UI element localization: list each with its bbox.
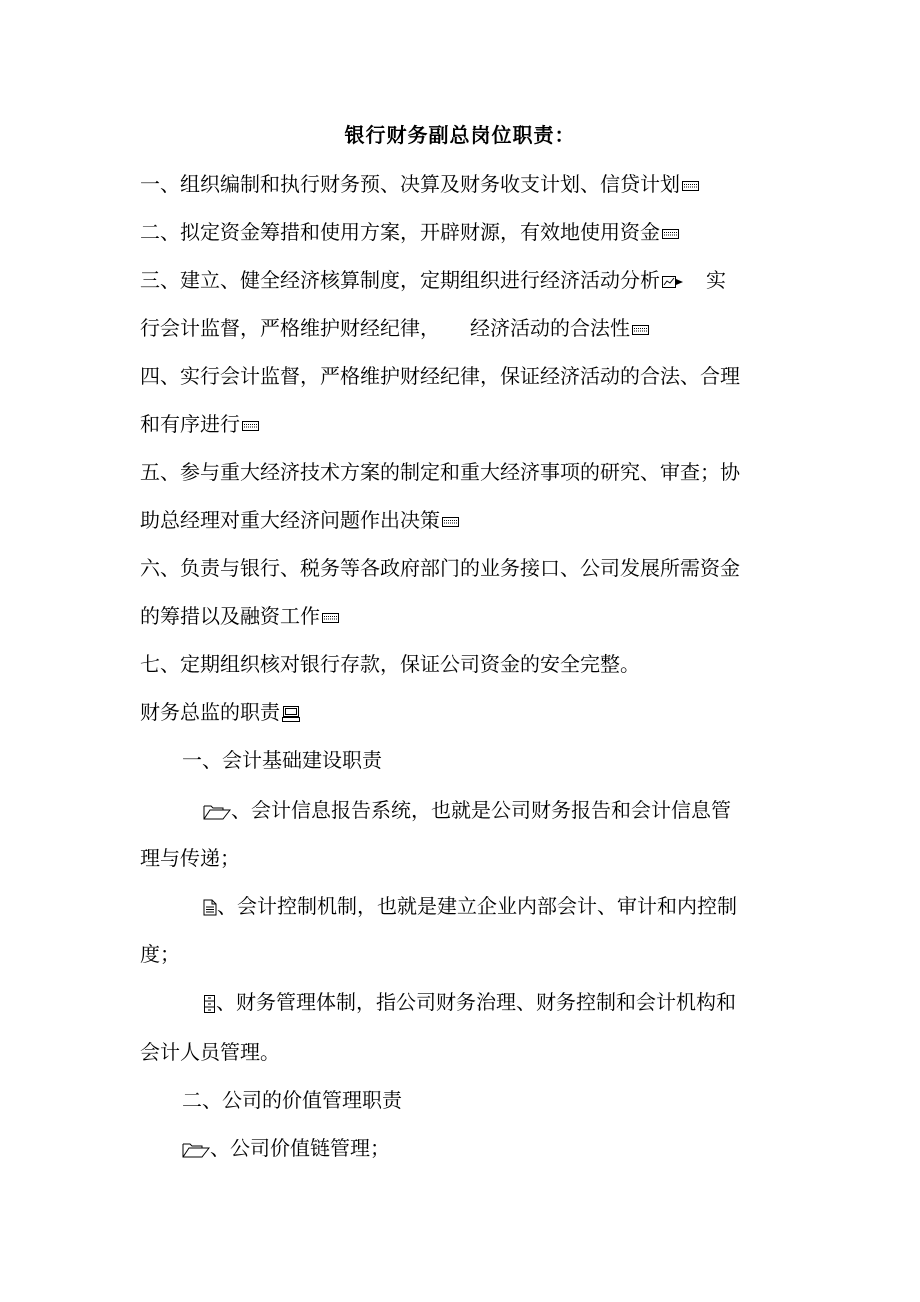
text-line: [203, 796, 731, 824]
keyboard-icon: [662, 229, 679, 239]
line-text: 一、会计基础建设职责: [182, 748, 382, 772]
line-text: 行会计监督，严格维护财经纪律，: [140, 316, 440, 340]
line-text: 二、拟定资金筹措和使用方案，开辟财源，有效地使用资金: [140, 220, 660, 244]
line-text: 一、组织编制和执行财务预、决算及财务收支计划、信贷计划: [140, 172, 680, 196]
line-text: 七、定期组织核对银行存款，保证公司资金的安全完整。: [140, 652, 640, 676]
text-line: [203, 988, 736, 1016]
text-line: [140, 650, 640, 678]
line-text: 实: [706, 268, 726, 292]
line-text: 、公司价值链管理；: [210, 1136, 390, 1160]
keyboard-icon: [632, 325, 649, 335]
file-cabinet-icon: [203, 995, 216, 1013]
keyboard-icon: [442, 517, 459, 527]
text-line: [140, 698, 300, 726]
line-text: 四、实行会计监督，严格维护财经纪律，保证经济活动的合法、合理: [140, 364, 740, 388]
text-line: [140, 602, 339, 630]
chart-icon: [662, 275, 684, 289]
text-line: [140, 218, 679, 246]
document-icon: [203, 899, 217, 916]
text-line: [140, 458, 740, 486]
folder-open-icon: [203, 804, 231, 820]
line-text: 会计人员管理。: [140, 1040, 280, 1064]
line-text: 的筹措以及融资工作: [140, 604, 320, 628]
keyboard-icon: [242, 421, 259, 431]
line-text: 、财务管理体制，指公司财务治理、财务控制和会计机构和: [216, 990, 736, 1014]
text-line: [140, 554, 740, 582]
line-text: 助总经理对重大经济问题作出决策: [140, 508, 440, 532]
folder-open-icon: [182, 1142, 210, 1158]
text-line: [182, 1086, 402, 1114]
text-line: [140, 266, 726, 294]
line-text: 度；: [140, 942, 180, 966]
line-text: 、会计控制机制，也就是建立企业内部会计、审计和内控制: [217, 894, 737, 918]
text-line: [182, 746, 382, 774]
text-line: [203, 892, 737, 920]
text-line: [140, 314, 649, 342]
text-line: [140, 506, 459, 534]
text-line: [182, 1134, 390, 1162]
line-text: 六、负责与银行、税务等各政府部门的业务接口、公司发展所需资金: [140, 556, 740, 580]
line-text: 五、参与重大经济技术方案的制定和重大经济事项的研究、审查；协: [140, 460, 740, 484]
line-text: 二、公司的价值管理职责: [182, 1088, 402, 1112]
keyboard-icon: [322, 613, 339, 623]
text-line: [140, 362, 740, 390]
keyboard-icon: [682, 181, 699, 191]
text-line: [140, 940, 180, 968]
line-text: 理与传递；: [140, 846, 240, 870]
computer-icon: [282, 706, 300, 722]
text-line: [140, 844, 240, 872]
text-line: [140, 410, 259, 438]
line-text: 、会计信息报告系统，也就是公司财务报告和会计信息管: [231, 798, 731, 822]
line-text: 经济活动的合法性: [470, 316, 630, 340]
line-text: 和有序进行: [140, 412, 240, 436]
line-text: 三、建立、健全经济核算制度，定期组织进行经济活动分析: [140, 268, 660, 292]
line-text: 财务总监的职责: [140, 700, 280, 724]
document-title: 银行财务副总岗位职责：: [344, 123, 576, 147]
text-line: [140, 1038, 280, 1066]
text-line: [140, 170, 699, 198]
